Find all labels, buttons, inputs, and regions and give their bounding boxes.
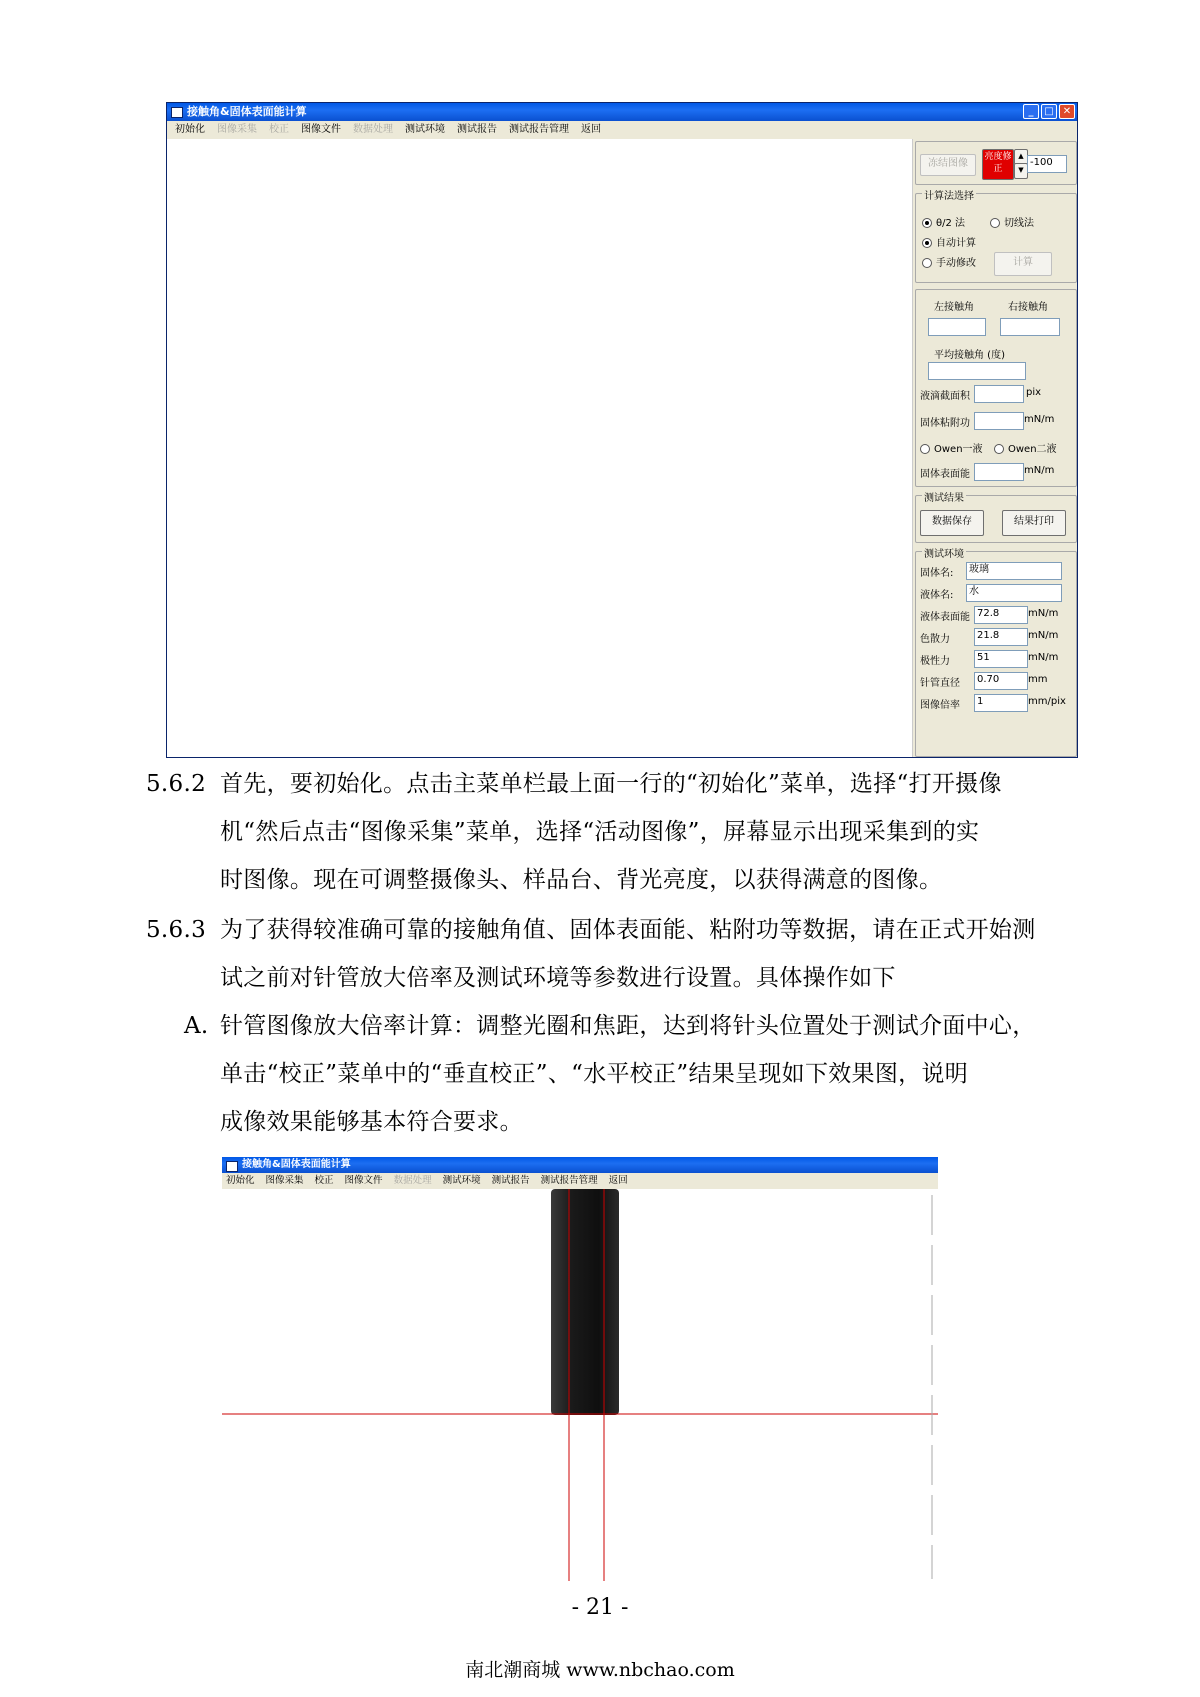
section-5-6-2-number: 5.6.2 <box>146 771 207 797</box>
results-legend: 测试结果 <box>922 489 966 504</box>
auto-calc-radio[interactable] <box>922 234 976 249</box>
menu-test-report[interactable]: 测试报告 <box>457 124 497 135</box>
method-group <box>915 193 1077 283</box>
needle-tube <box>551 1189 619 1415</box>
menu-image-file[interactable]: 图像文件 <box>301 124 341 135</box>
env-label-magnification: 图像倍率 <box>920 700 960 711</box>
env-field-liquid[interactable]: 水 <box>966 584 1062 602</box>
menu-bar <box>222 1173 938 1189</box>
left-angle-label: 左接触角 <box>934 302 974 313</box>
owen-one-liquid-radio[interactable] <box>920 440 983 455</box>
env-label-liquid: 液体名: <box>920 590 954 601</box>
owen-one-liquid-label: Owen一液 <box>934 444 983 455</box>
left-angle-field[interactable] <box>928 318 986 336</box>
drop-area-field[interactable] <box>974 385 1024 403</box>
menu-test-environment[interactable]: 测试环境 <box>442 1175 481 1186</box>
window-title: 接触角&固体表面能计算 <box>187 105 307 118</box>
method-legend: 计算法选择 <box>922 187 976 202</box>
calculate-button[interactable]: 计算 <box>994 252 1052 276</box>
environment-legend: 测试环境 <box>922 545 966 560</box>
title-bar <box>222 1157 938 1173</box>
env-field-dispersion[interactable]: 21.8 <box>974 628 1028 646</box>
top-controls-group <box>915 141 1077 185</box>
control-panel <box>913 139 1077 757</box>
drop-area-unit: pix <box>1026 387 1042 398</box>
menu-test-report[interactable]: 测试报告 <box>491 1175 530 1186</box>
section-5-6-3-number: 5.6.3 <box>146 917 207 943</box>
menu-calibrate[interactable]: 校正 <box>269 124 289 135</box>
method-tangent-radio[interactable] <box>990 214 1034 229</box>
method-tangent-label: 切线法 <box>1004 218 1034 229</box>
menu-return[interactable]: 返回 <box>608 1175 628 1186</box>
env-field-polar[interactable]: 51 <box>974 650 1028 668</box>
menu-test-environment[interactable]: 测试环境 <box>405 124 445 135</box>
env-unit-magnification: mm/pix <box>1028 696 1066 707</box>
manual-edit-radio[interactable] <box>922 254 976 269</box>
menu-image-capture[interactable]: 图像采集 <box>265 1175 304 1186</box>
print-results-button[interactable]: 结果打印 <box>1002 510 1066 536</box>
item-a-line-3: 成像效果能够基本符合要求。 <box>220 1109 523 1135</box>
env-label-dispersion: 色散力 <box>920 634 950 645</box>
env-label-solid: 固体名: <box>920 568 954 579</box>
adhesion-label: 固体粘附功 <box>920 418 970 429</box>
avg-angle-label: 平均接触角 (度) <box>934 350 1005 361</box>
radio-selected-icon <box>922 218 932 228</box>
radio-icon <box>922 258 932 268</box>
radio-icon <box>994 444 1004 454</box>
brightness-correction-button[interactable]: 亮度修正 <box>982 149 1014 180</box>
menu-data-processing[interactable]: 数据处理 <box>353 124 393 135</box>
adhesion-unit: mN/m <box>1024 414 1055 425</box>
app-window-calibration <box>222 1157 938 1581</box>
title-bar <box>167 103 1077 121</box>
freeze-image-button[interactable]: 冻结图像 <box>920 154 976 176</box>
menu-report-management[interactable]: 测试报告管理 <box>540 1175 598 1186</box>
angles-group <box>915 289 1077 487</box>
menu-init[interactable]: 初始化 <box>226 1175 255 1186</box>
section-5-6-3-line-1: 为了获得较准确可靠的接触角值、固体表面能、粘附功等数据，请在正式开始测 <box>220 917 1036 943</box>
image-canvas[interactable] <box>167 139 913 757</box>
env-unit-needle-diameter: mm <box>1028 674 1048 685</box>
menu-init[interactable]: 初始化 <box>175 124 205 135</box>
env-field-needle-diameter[interactable]: 0.70 <box>974 672 1028 690</box>
item-a-marker: A. <box>184 1013 209 1039</box>
footer-watermark: 南北潮商城 www.nbchao.com <box>465 1659 735 1681</box>
menu-image-capture[interactable]: 图像采集 <box>217 124 257 135</box>
menu-calibrate[interactable]: 校正 <box>314 1175 334 1186</box>
calibration-image <box>222 1189 938 1581</box>
auto-calc-label: 自动计算 <box>936 238 976 249</box>
results-group <box>915 495 1077 543</box>
item-a-line-2: 单击“校正”菜单中的“垂直校正”、“水平校正”结果呈现如下效果图，说明 <box>220 1061 969 1087</box>
section-5-6-3-line-2: 试之前对针管放大倍率及测试环境等参数进行设置。具体操作如下 <box>220 965 896 991</box>
section-5-6-2-line-1: 首先，要初始化。点击主菜单栏最上面一行的“初始化”菜单，选择“打开摄像 <box>220 771 1002 797</box>
env-unit-dispersion: mN/m <box>1028 630 1059 641</box>
menu-bar <box>167 121 1077 139</box>
env-field-magnification[interactable]: 1 <box>974 694 1028 712</box>
menu-return[interactable]: 返回 <box>581 124 601 135</box>
env-field-liquid-energy[interactable]: 72.8 <box>974 606 1028 624</box>
adhesion-field[interactable] <box>974 412 1024 430</box>
environment-group <box>915 551 1077 757</box>
surface-energy-field[interactable] <box>974 463 1024 481</box>
env-label-liquid-energy: 液体表面能 <box>920 612 970 623</box>
drop-area-label: 液滴截面积 <box>920 391 970 402</box>
right-angle-label: 右接触角 <box>1008 302 1048 313</box>
radio-icon <box>990 218 1000 228</box>
radio-icon <box>920 444 930 454</box>
env-label-polar: 极性力 <box>920 656 950 667</box>
item-a-line-1: 针管图像放大倍率计算：调整光圈和焦距，达到将针头位置处于测试介面中心， <box>220 1013 1036 1039</box>
owen-two-liquid-label: Owen二液 <box>1008 444 1057 455</box>
menu-image-file[interactable]: 图像文件 <box>344 1175 383 1186</box>
app-window-main <box>166 102 1078 758</box>
owen-two-liquid-radio[interactable] <box>994 440 1057 455</box>
avg-angle-field[interactable] <box>928 362 1026 380</box>
page-number: - 21 - <box>571 1595 629 1620</box>
maximize-icon[interactable]: □ <box>1041 104 1057 119</box>
env-unit-liquid-energy: mN/m <box>1028 608 1059 619</box>
menu-report-management[interactable]: 测试报告管理 <box>509 124 569 135</box>
spin-down-icon[interactable]: ▼ <box>1014 163 1028 179</box>
surface-energy-unit: mN/m <box>1024 465 1055 476</box>
window-title: 接触角&固体表面能计算 <box>242 1159 351 1170</box>
menu-data-processing[interactable]: 数据处理 <box>393 1175 432 1186</box>
method-theta-half-label: θ/2 法 <box>936 218 966 229</box>
calibration-image-view[interactable] <box>222 1189 938 1581</box>
right-angle-field[interactable] <box>1000 318 1060 336</box>
env-unit-polar: mN/m <box>1028 652 1059 663</box>
section-5-6-2-line-2: 机“然后点击“图像采集”菜单，选择“活动图像”，屏幕显示出现采集到的实 <box>220 819 980 845</box>
env-field-solid[interactable]: 玻璃 <box>966 562 1062 580</box>
surface-energy-label: 固体表面能 <box>920 469 970 480</box>
radio-selected-icon <box>922 238 932 248</box>
close-icon[interactable]: ✕ <box>1059 104 1075 119</box>
minimize-icon[interactable]: _ <box>1023 104 1039 119</box>
app-icon <box>226 1161 238 1172</box>
env-label-needle-diameter: 针管直径 <box>920 678 960 689</box>
brightness-value-field[interactable]: -100 <box>1027 155 1067 173</box>
manual-edit-label: 手动修改 <box>936 258 976 269</box>
spin-up-icon[interactable]: ▲ <box>1014 149 1028 165</box>
section-5-6-2-line-3: 时图像。现在可调整摄像头、样品台、背光亮度，以获得满意的图像。 <box>220 867 943 893</box>
app-icon <box>171 107 183 118</box>
save-data-button[interactable]: 数据保存 <box>920 510 984 536</box>
method-theta-half-radio[interactable] <box>922 214 965 229</box>
